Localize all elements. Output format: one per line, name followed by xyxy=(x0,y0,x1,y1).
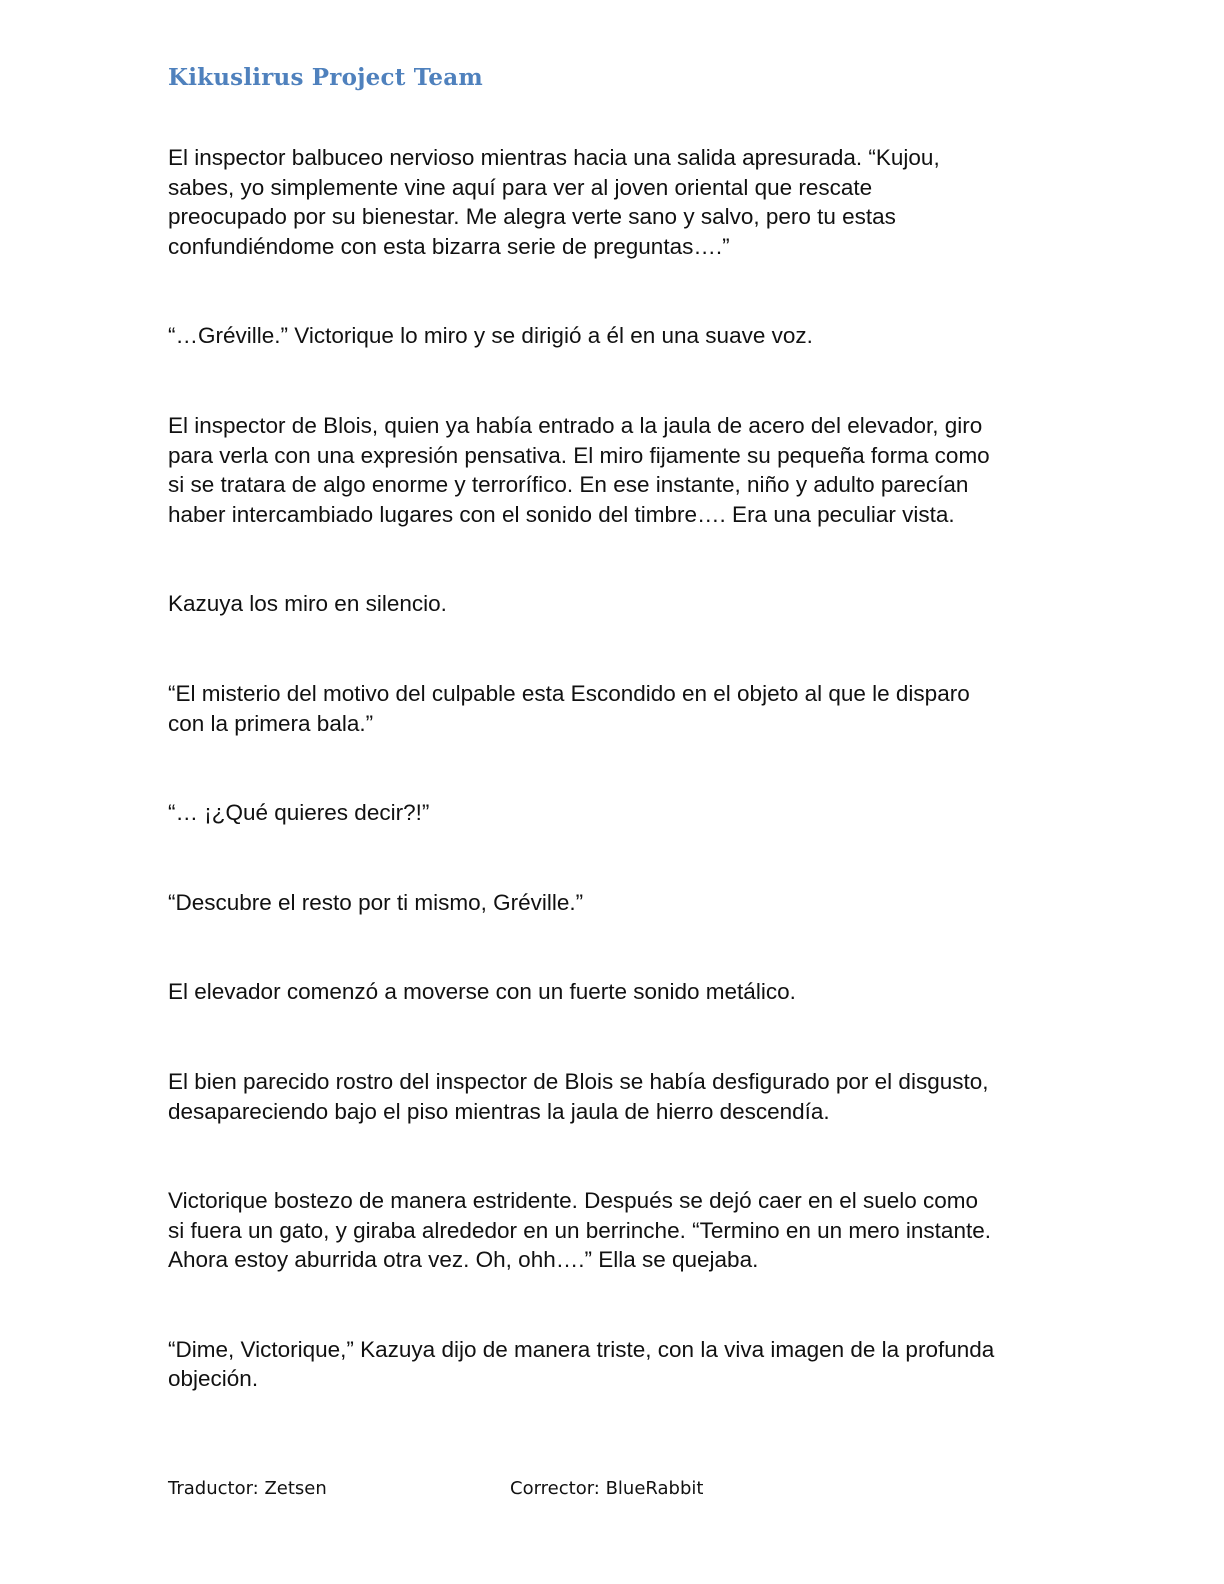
paragraph: El inspector de Blois, quien ya había entrado a la jaula de acero del elevador, giro para verla con una expresión pensativa. El miro fijamente su pequeña forma como si se tratara de algo enorme y terrorífico. En ese instante, niño y adulto parecían haber intercambiado lugares con el sonido del timbre…. Era una peculiar vista. xyxy=(168,412,990,527)
paragraph: El elevador comenzó a moverse con un fuerte sonido metálico. xyxy=(168,979,796,1005)
document-body xyxy=(168,143,1058,1454)
paragraph: “… ¡¿Qué quieres decir?!” xyxy=(168,800,430,826)
paragraph: Victorique bostezo de manera estridente. Después se dejó caer en el suelo como si fuera un gato, y giraba alrededor en un berrinche. “Termino en un mero instante. Ahora estoy aburrida otra vez. Oh, ohh….” Ella se quejaba. xyxy=(168,1188,991,1273)
paragraph: “Descubre el resto por ti mismo, Gréville.” xyxy=(168,889,584,915)
paragraph: “…Gréville.” Victorique lo miro y se dirigió a él en una suave voz. xyxy=(168,323,813,349)
paragraph: “Dime, Victorique,” Kazuya dijo de manera triste, con la viva imagen de la profunda objeción. xyxy=(168,1336,995,1392)
paragraph: El inspector balbuceo nervioso mientras hacia una salida apresurada. “Kujou, sabes, yo simplemente vine aquí para ver al joven oriental que rescate preocupado por su bienestar. Me alegra verte sano y salvo, pero tu estas confundiéndome con esta bizarra serie de preguntas….” xyxy=(168,145,940,259)
footer-translator: Traductor: Zetsen xyxy=(168,1478,327,1499)
paragraph: “El misterio del motivo del culpable esta Escondido en el objeto al que le disparo con la primera bala.” xyxy=(168,680,970,736)
paragraph: Kazuya los miro en silencio. xyxy=(168,591,447,617)
page-header-title: Kikuslirus Project Team xyxy=(168,64,483,91)
footer-corrector: Corrector: BlueRabbit xyxy=(510,1478,704,1499)
paragraph: El bien parecido rostro del inspector de Blois se había desfigurado por el disgusto, desapareciendo bajo el piso mientras la jaula de hierro descendía. xyxy=(168,1068,989,1124)
